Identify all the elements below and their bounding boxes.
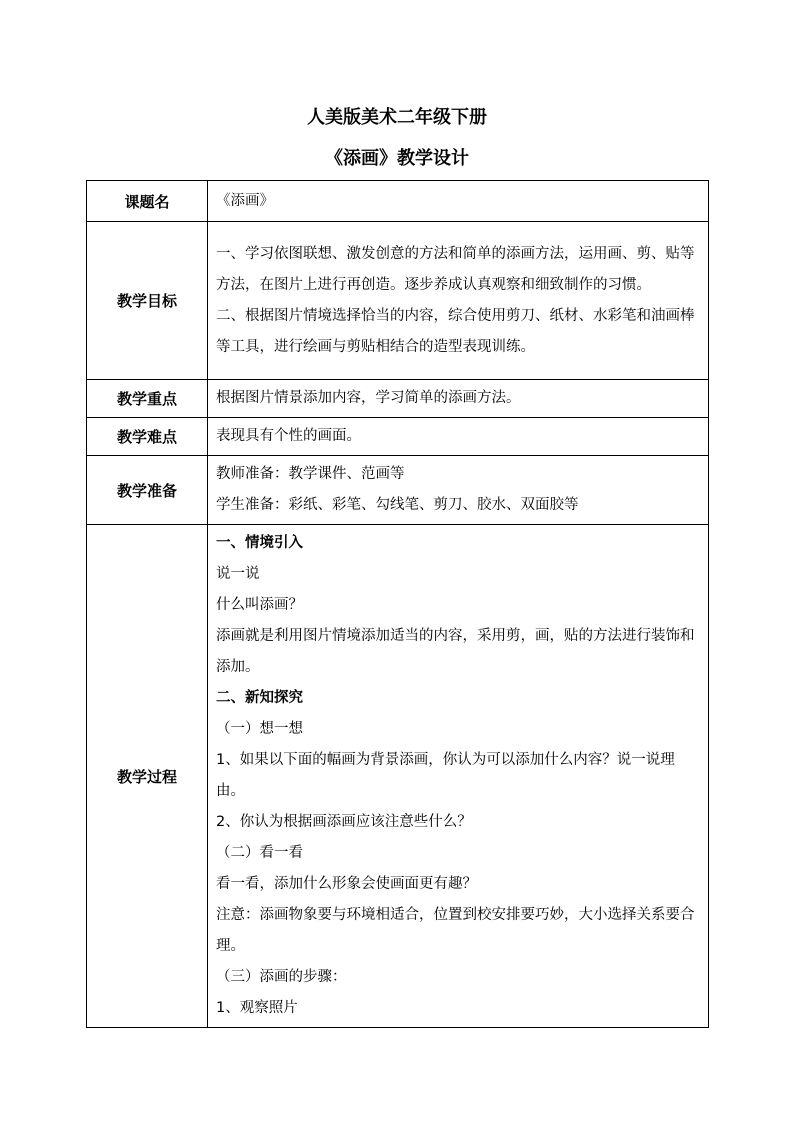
process-section1-sub: 说一说 [216,566,260,582]
topic-text: 《添画》 [216,192,274,209]
process-section1-question: 什么叫添画？ [216,597,303,613]
process-part2-question: 看一看，添加什么形象会使画面更有趣？ [216,876,477,892]
value-topic [208,181,709,222]
label-topic: 课题名 [87,181,208,222]
label-key-points: 教学重点 [87,380,208,418]
process-part2-note: 注意：添画物象要与环境相适合，位置到校安排要巧妙，大小选择关系要合理。 [216,907,695,954]
value-difficulties [208,418,709,456]
row-preparation [87,456,709,525]
label-process: 教学过程 [87,525,208,1028]
row-process [87,525,709,1028]
teacher-preparation: 教师准备：教学课件、范画等 [216,466,405,482]
label-objectives: 教学目标 [87,222,208,380]
process-section2-title: 二、新知探究 [216,690,303,706]
value-objectives [208,222,709,380]
label-difficulties: 教学难点 [87,418,208,456]
student-preparation: 学生准备：彩纸、彩笔、勾线笔、剪刀、胶水、双面胶等 [216,497,579,513]
label-preparation: 教学准备 [87,456,208,525]
difficulties-text: 表现具有个性的画面。 [216,428,361,444]
objective-item-1: 一、学习依图联想、激发创意的方法和简单的添画方法，运用画、剪、贴等方法，在图片上进行再创造。逐步养成认真观察和细致制作的习惯。 [216,245,695,293]
value-process [208,525,709,1028]
row-objectives [87,222,709,380]
process-part3-title: （三）添画的步骤： [216,969,347,985]
row-key-points [87,380,709,418]
lesson-plan-table [86,180,709,1028]
process-part1-q1: 1、如果以下面的幅画为背景添画，你认为可以添加什么内容？说一说理由。 [216,752,675,799]
process-part1-title: （一）想一想 [216,721,303,737]
process-part2-title: （二）看一看 [216,845,303,861]
document-title-line2: 《添画》教学设计 [325,148,469,169]
key-points-text: 根据图片情景添加内容，学习简单的添画方法。 [216,390,521,406]
process-part3-step1: 1、观察照片 [216,1000,298,1016]
process-section1-answer: 添画就是利用图片情境添加适当的内容，采用剪，画，贴的方法进行装饰和添加。 [216,628,695,675]
value-preparation [208,456,709,525]
row-difficulties [87,418,709,456]
value-key-points [208,380,709,418]
process-section1-title: 一、情境引入 [216,535,303,551]
objective-item-2: 二、根据图片情境选择恰当的内容，综合使用剪刀、纸材、水彩笔和油画棒等工具，进行绘画与剪贴相结合的造型表现训练。 [216,307,695,355]
document-title-line1: 人美版美术二年级下册 [307,107,487,128]
process-part1-q2: 2、你认为根据画添画应该注意些什么？ [216,814,472,830]
row-topic [87,181,709,222]
